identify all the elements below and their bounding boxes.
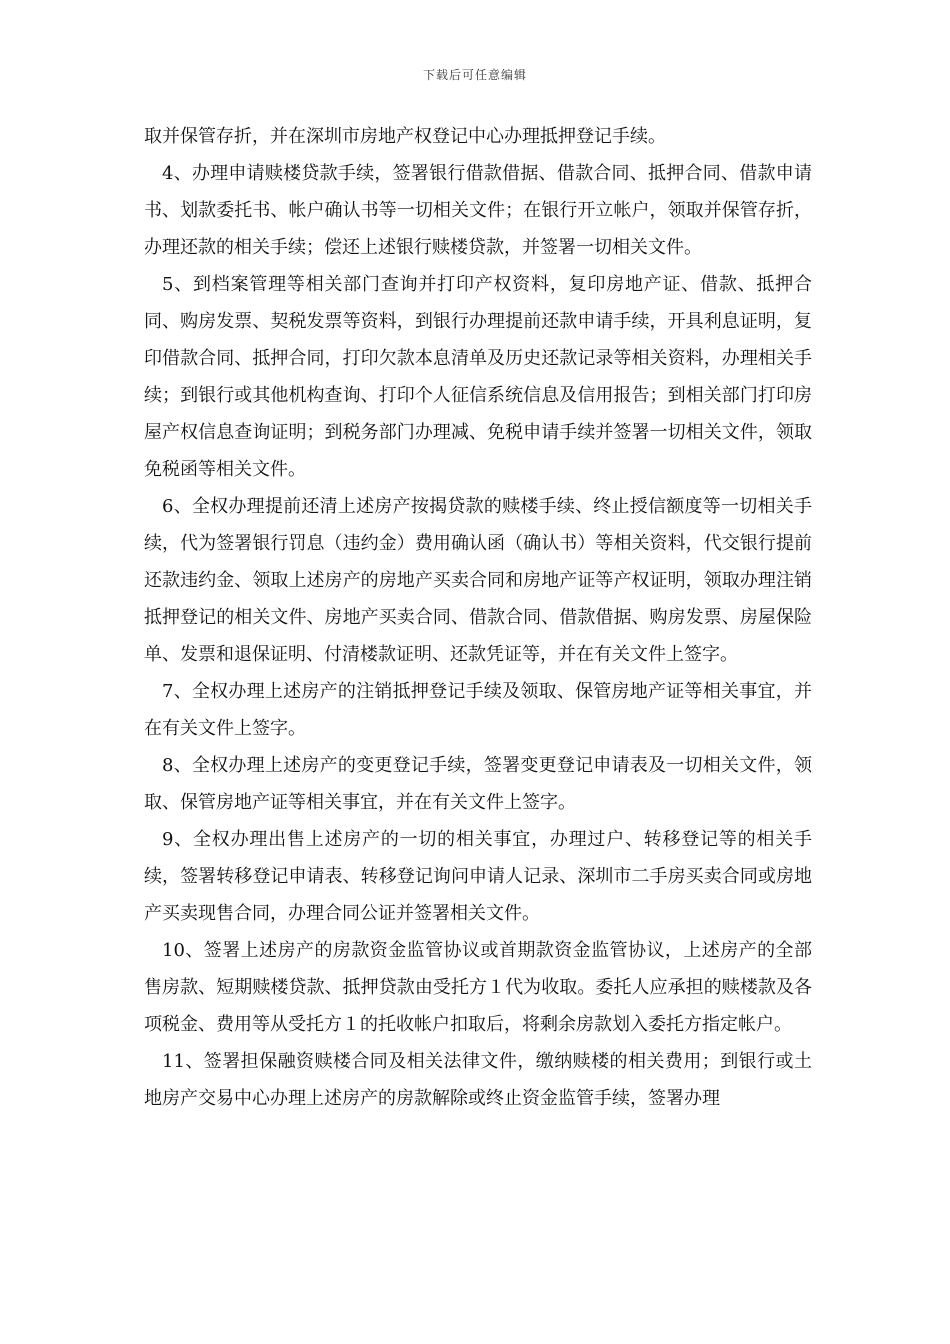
paragraph-item-11: 11、签署担保融资赎楼合同及相关法律文件，缴纳赎楼的相关费用；到银行或土地房产交易中心办理上述房产的房款解除或终止资金监管手续，签署办理 [144,1051,812,1109]
paragraph-item-8: 8、全权办理上述房产的变更登记手续，签署变更登记申请表及一切相关文件，领取、保管房地产证等相关事宜，并在有关文件上签字。 [144,755,812,813]
document-body [144,118,812,1117]
paragraph-item-10: 10、签署上述房产的房款资金监管协议或首期款资金监管协议，上述房产的全部售房款、短期赎楼贷款、抵押贷款由受托方１代为收取。委托人应承担的赎楼款及各项税金、费用等从受托方１的托收帐户扣取后，将剩余房款划入委托方指定帐户。 [144,940,812,1035]
paragraph-item-4: 4、办理申请赎楼贷款手续，签署银行借款借据、借款合同、抵押合同、借款申请书、划款委托书、帐户确认书等一切相关文件；在银行开立帐户，领取并保管存折，办理还款的相关手续；偿还上述银行赎楼贷款，并签署一切相关文件。 [144,163,812,258]
paragraph-item-9: 9、全权办理出售上述房产的一切的相关事宜，办理过户、转移登记等的相关手续，签署转移登记申请表、转移登记询问申请人记录、深圳市二手房买卖合同或房地产买卖现售合同，办理合同公证并签署相关文件。 [144,829,812,924]
page-header: 下载后可任意编辑 [422,68,527,82]
paragraph-item-6: 6、全权办理提前还清上述房产按揭贷款的赎楼手续、终止授信额度等一切相关手续，代为签署银行罚息（违约金）费用确认函（确认书）等相关资料，代交银行提前还款违约金、领取上述房产的房地产买卖合同和房地产证等产权证明，领取办理注销抵押登记的相关文件、房地产买卖合同、借款合同、借款借据、购房发票、房屋保险单、发票和退保证明、付清楼款证明、还款凭证等，并在有关文件上签字。 [144,496,812,665]
paragraph-item-7: 7、全权办理上述房产的注销抵押登记手续及领取、保管房地产证等相关事宜，并在有关文件上签字。 [144,681,812,739]
paragraph-continuation: 取并保管存折，并在深圳市房地产权登记中心办理抵押登记手续。 [144,126,666,147]
paragraph-item-5: 5、到档案管理等相关部门查询并打印产权资料，复印房地产证、借款、抵押合同、购房发票、契税发票等资料，到银行办理提前还款申请手续，开具利息证明，复印借款合同、抵押合同，打印欠款本息清单及历史还款记录等相关资料，办理相关手续；到银行或其他机构查询、打印个人征信系统信息及信用报告；到相关部门打印房屋产权信息查询证明；到税务部门办理减、免税申请手续并签署一切相关文件，领取免税函等相关文件。 [144,274,812,480]
